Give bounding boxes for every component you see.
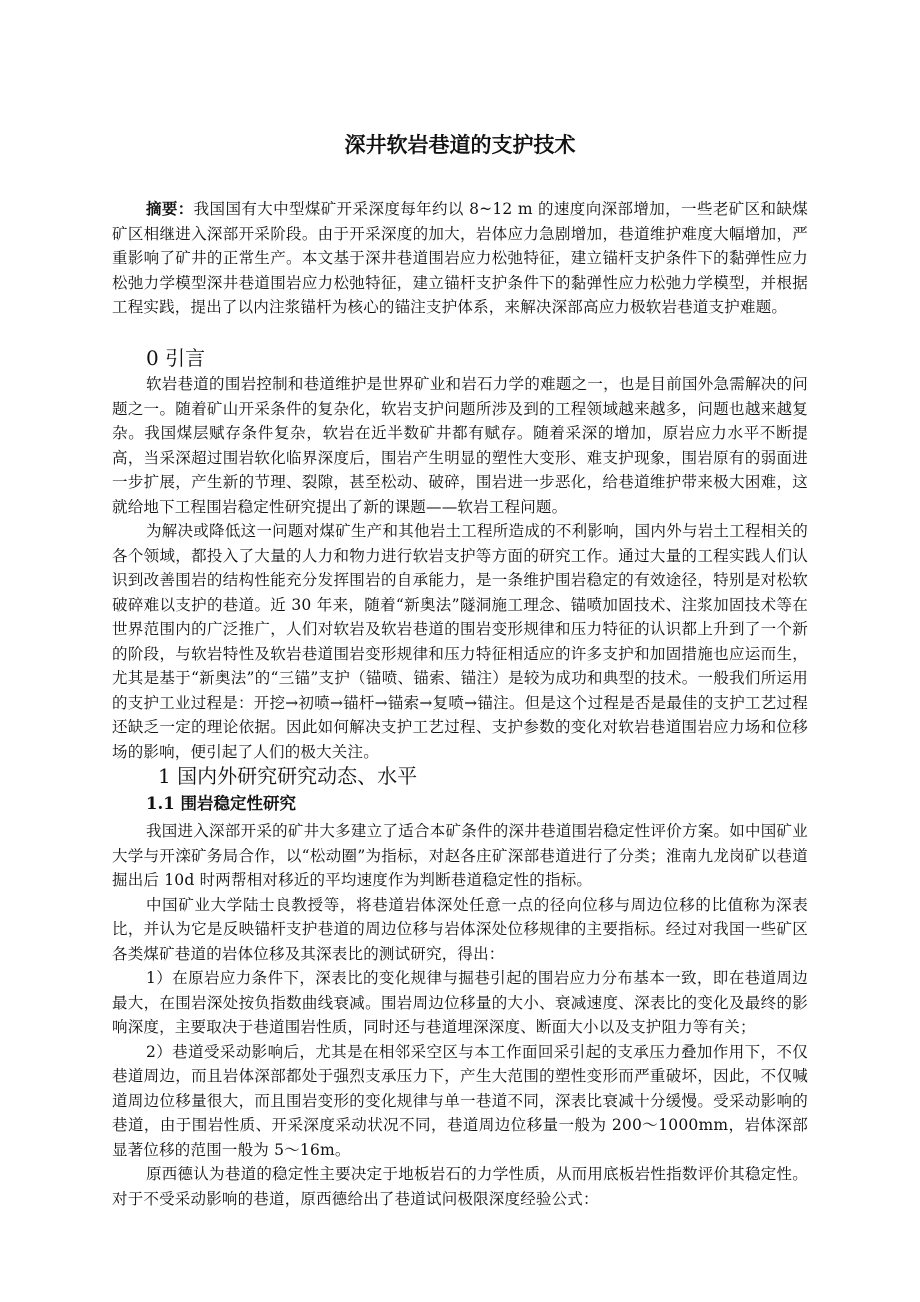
section-1-1-body xyxy=(112,819,808,1211)
abstract-text: 我国国有大中型煤矿开采深度每年约以 8~12 m 的速度向深部增加，一些老矿区和缺煤矿区相继进入深部开采阶段。由于开采深度的加大，岩体应力急剧增加，巷道维护难度大幅增加，严重影响了矿井的正常生产。本文基于深井巷道围岩应力松弛特征，建立锚杆支护条件下的黏弹性应力松弛力学模型深井巷道围岩应力松弛特征，建立锚杆支护条件下的黏弹性应力松弛力学模型，并根据工程实践，提出了以内注浆锚杆为核心的锚注支护体系，来解决深部高应力极软岩巷道支护难题。 xyxy=(112,200,808,316)
section-1-1-heading: 1.1 围岩稳定性研究 xyxy=(146,794,296,813)
paragraph: 原西德认为巷道的稳定性主要决定于地板岩石的力学性质，从而用底板岩性指数评价其稳定性。对于不受采动影响的巷道，原西德给出了巷道试问极限深度经验公式： xyxy=(112,1165,808,1208)
abstract xyxy=(112,197,808,320)
paragraph: 软岩巷道的围岩控制和巷道维护是世界矿业和岩石力学的难题之一，也是目前国外急需解决的问题之一。随着矿山开采条件的复杂化，软岩支护问题所涉及到的工程领域越来越多，问题也越来越复杂。我国煤层赋存条件复杂，软岩在近半数矿井都有赋存。随着采深的增加，原岩应力水平不断提高，当采深超过围岩软化临界深度后，围岩产生明显的塑性大变形、难支护现象，围岩原有的弱面进一步扩展，产生新的节理、裂隙，甚至松动、破碎，围岩进一步恶化，给巷道维护带来极大困难，这就给地下工程围岩稳定性研究提出了新的课题——软岩工程问题。 xyxy=(112,375,808,516)
list-item: 1）在原岩应力条件下，深表比的变化规律与掘巷引起的围岩应力分布基本一致，即在巷道周边最大，在围岩深处按负指数曲线衰减。围岩周边位移量的大小、衰减速度、深表比的变化及最终的影响深度，主要取决于巷道围岩性质，同时还与巷道埋深深度、断面大小以及支护阻力等有关； xyxy=(112,969,808,1036)
paragraph: 我国进入深部开采的矿井大多建立了适合本矿条件的深井巷道围岩稳定性评价方案。如中国矿业大学与开滦矿务局合作，以“松动圈”为指标，对赵各庄矿深部巷道进行了分类；淮南九龙岗矿以巷道掘出后 10d 时两帮相对移近的平均速度作为判断巷道稳定性的指标。 xyxy=(112,822,808,889)
paragraph: 中国矿业大学陆士良教授等，将巷道岩体深处任意一点的径向位移与周边位移的比值称为深表比，并认为它是反映锚杆支护巷道的周边位移与岩体深处位移规律的主要指标。经过对我国一些矿区各类煤矿巷道的岩体位移及其深表比的测试研究，得出： xyxy=(112,895,808,963)
abstract-label: 摘要： xyxy=(146,199,194,218)
list-item: 2）巷道受采动影响后，尤其是在相邻采空区与本工作面回采引起的支承压力叠加作用下，不仅巷道周边，而且岩体深部都处于强烈支承压力下，产生大范围的塑性变形而严重破坏，因此，不仅喊道周边位移量很大，而且围岩变形的变化规律与单一巷道不同，深表比衰减十分缓慢。受采动影响的巷道，由于围岩性质、开采深度采动状况不同，巷道周边位移量一般为 200～1000mm，岩体深部显著位移的范围一般为 5～16m。 xyxy=(112,1042,808,1159)
section-1-heading: 1 国内外研究研究动态、水平 xyxy=(158,764,418,788)
paragraph: 为解决或降低这一问题对煤矿生产和其他岩土工程所造成的不利影响，国内外与岩土工程相关的各个领域，都投入了大量的人力和物力进行软岩支护等方面的研究工作。通过大量的工程实践人们认识到改善围岩的结构性能充分发挥围岩的自承能力，是一条维护围岩稳定的有效途径，特别是对松软破碎难以支护的巷道。近 30 年来，随着“新奥法”隧洞施工理念、锚喷加固技术、注浆加固技术等在世界范围内的广泛推广，人们对软岩及软岩巷道的围岩变形规律和压力特征的认识都上升到了一个新的阶段，与软岩特性及软岩巷道围岩变形规律和压力特征相适应的许多支护和加固措施也应运而生，尤其是基于“新奥法”的“三锚”支护（锚喷、锚索、锚注）是较为成功和典型的技术。一般我们所运用的支护工业过程是：开挖→初喷→锚杆→锚索→复喷→锚注。但是这个过程是否是最佳的支护工艺过程还缺乏一定的理论依据。因此如何解决支护工艺过程、支护参数的变化对软岩巷道围岩应力场和位移场的影响，便引起了人们的极大关注。 xyxy=(112,522,808,761)
document-title: 深井软岩巷道的支护技术 xyxy=(344,133,576,157)
section-0-body xyxy=(112,372,808,764)
section-0-heading: 0 引言 xyxy=(146,346,206,370)
